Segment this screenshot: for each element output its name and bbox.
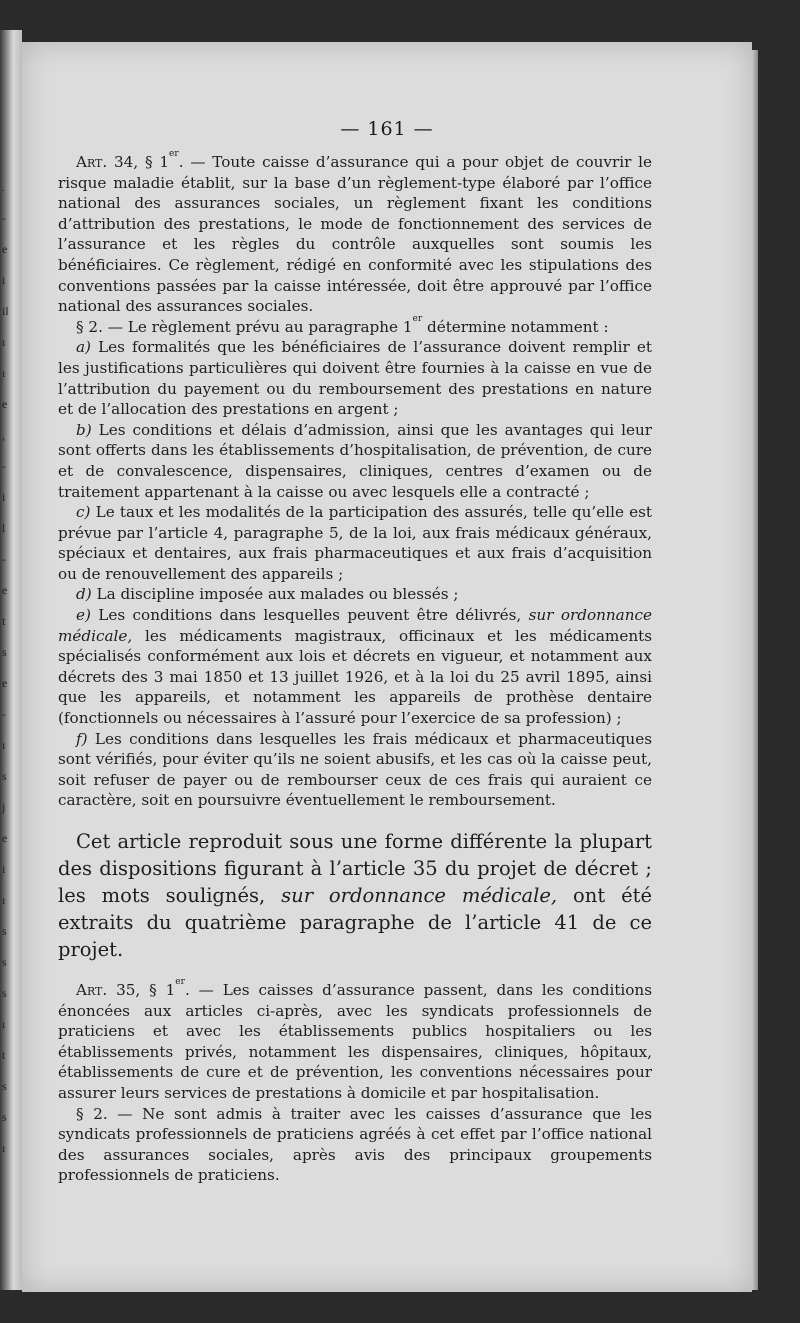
margin-letter: s xyxy=(2,955,7,969)
margin-letter: l xyxy=(2,521,6,535)
art35-p2-text: § 2. — Ne sont admis à traiter avec les caisses d’assurance que les syndicats professionnels de praticiens agréés à cet effet par l’office national des assurances sociales, après avis des principaux groupements professionnels de praticiens. xyxy=(58,1104,652,1185)
art34-p2-end: détermine notamment : xyxy=(422,317,609,336)
art35-heading-sup: er xyxy=(175,977,185,987)
item-letter: a) xyxy=(76,338,91,357)
margin-letter: i xyxy=(2,862,6,876)
margin-letter: - xyxy=(2,552,6,566)
art34-item-d xyxy=(58,584,652,605)
margin-letter: il xyxy=(2,304,9,318)
margin-letter: e xyxy=(2,831,8,845)
item-text: Le taux et les modalités de la participation des assurés, telle qu’elle est prévue par l’article 4, paragraphe 5, de la loi, aux frais médicaux généraux, spéciaux et dentaires, aux frais pharmaceutiques et aux frais d’acquisition ou de renouvellement des appareils ; xyxy=(58,503,652,583)
adjacent-page-edge xyxy=(0,30,22,1290)
commentary-text: Cet article reproduit sous une forme différente la plupart des dispositions figurant à l’article 35 du projet de décret ; les mots soulignés, xyxy=(58,830,652,907)
margin-letter: - xyxy=(2,707,6,721)
margin-letter: s xyxy=(2,986,7,1000)
item-letter: b) xyxy=(76,420,92,439)
item-text: Les conditions dans lesquelles les frais médicaux et pharmaceutiques sont vérifiés, pour éviter qu’ils ne soient abusifs, et les cas où la caisse peut, soit refuser de payer ou de rembourser ceux de ces frais qui auraient ce caractère, soit en poursuivre éventuellement le remboursement. xyxy=(58,729,652,810)
page-body xyxy=(58,149,652,1186)
art35-heading: Art. 35, § 1 xyxy=(76,981,176,999)
margin-letter: ı xyxy=(2,335,6,349)
art34-heading-sup: er xyxy=(169,149,179,159)
margin-letter: s xyxy=(2,1079,7,1093)
page-number: — 161 — xyxy=(340,118,434,140)
item-letter: d) xyxy=(76,585,92,604)
art34-item-c xyxy=(58,502,652,584)
margin-letter: s xyxy=(2,769,7,783)
art34-para2 xyxy=(58,313,652,338)
art35-para1 xyxy=(58,977,652,1104)
art34-item-e xyxy=(58,605,652,729)
art34-item-f xyxy=(58,729,652,811)
page-edge-shadow xyxy=(752,50,758,1290)
item-letter: f) xyxy=(76,729,88,748)
margin-letter: e xyxy=(2,242,8,256)
margin-letter: i xyxy=(2,273,6,287)
art34-p2-sup: er xyxy=(412,313,423,324)
scanned-page xyxy=(22,42,752,1292)
item-text: La discipline imposée aux malades ou blessés ; xyxy=(91,585,459,604)
item-letter: e) xyxy=(76,606,91,625)
item-text-end: les médicaments magistraux, officinaux et les médicaments spécialisés conformément aux lois et décrets en vigueur, et notamment aux décrets des 3 mai 1850 et 13 juillet 1926, et à la loi du 25 avril 1895, ainsi que les appareils, et notamment les appareils de prothèse dentaire (fonctionnels ou nécessaires à l’assuré pour l’exercice de sa profession) ; xyxy=(58,626,652,728)
art35-body: . — Les caisses d’assurance passent, dans les conditions énoncées aux articles ci-après, avec les syndicats professionnels de praticiens et avec les établissements publics hospitaliers ou les établissements privés, notamment les dispensaires, cliniques, hôpitaux, établissements de cure et de prévention, les conventions nécessaires pour assurer leurs services de prestations à domicile et par hospitalisation. xyxy=(58,981,652,1102)
art34-item-a xyxy=(58,337,652,419)
margin-letter: t xyxy=(2,1048,6,1062)
margin-letter: ı xyxy=(2,1141,6,1155)
margin-letter: ı xyxy=(2,738,6,752)
margin-letter: i xyxy=(2,490,6,504)
margin-letter: . xyxy=(2,180,5,194)
art34-item-b xyxy=(58,420,652,502)
margin-letter: s xyxy=(2,1110,7,1124)
art34-para1 xyxy=(58,149,652,317)
item-text: Les formalités que les bénéficiaires de l’assurance doivent remplir et les justifications particulières qui doivent être fournies à la caisse en vue de l’attribution du payement ou du remboursement des prestations en nature et de l’allocation des prestations en argent ; xyxy=(58,338,652,419)
margin-letter: - xyxy=(2,211,6,225)
margin-letter: - xyxy=(2,459,6,473)
art34-p2-text: § 2. — Le règlement prévu au paragraphe 1 xyxy=(76,317,413,336)
commentary-text-end: ont été extraits du quatrième paragraphe de l’article 41 de ce projet. xyxy=(58,884,652,961)
margin-letter: e xyxy=(2,583,8,597)
commentary-italic: sur ordonnance médicale, xyxy=(281,884,558,907)
margin-letter: j xyxy=(2,800,6,814)
art34-body: . — Toute caisse d’assurance qui a pour objet de couvrir le risque maladie établit, sur la base d’un règlement-type élaboré par l’office national des assurances sociales, un règlement fixant les conditions d’attribution des prestations, le mode de fonctionnement des services de l’assurance et les règles du contrôle auxquelles sont soumis les bénéficiaires. Ce règlement, rédigé en conformité avec les stipulations des conventions passées par la caisse intéressée, doit être approuvé par l’office national des assurances sociales. xyxy=(58,153,652,316)
commentary-paragraph xyxy=(58,828,652,963)
item-italic-text: sur ordonnance médicale, xyxy=(58,606,652,645)
margin-letter: s xyxy=(2,645,7,659)
margin-letter: , xyxy=(2,428,5,442)
margin-letter: ı xyxy=(2,366,6,380)
item-text: Les conditions dans lesquelles peuvent être délivrés, xyxy=(90,606,529,625)
margin-letter: s xyxy=(2,924,7,938)
art34-heading: Art. 34, § 1 xyxy=(76,153,170,171)
item-text: Les conditions et délais d’admission, ainsi que les avantages qui leur sont offerts dans les établissements d’hospitalisation, de prévention, de cure et de convalescence, dispensaires, cliniques, centres d’examen ou de traitement appartenant à la caisse ou avec lesquels elle a contracté ; xyxy=(58,420,652,501)
margin-letter: e xyxy=(2,397,8,411)
margin-letter: t xyxy=(2,614,6,628)
art35-para2 xyxy=(58,1104,652,1186)
margin-letter: ı xyxy=(2,1017,6,1031)
item-letter: c) xyxy=(76,503,91,522)
margin-letter: ı xyxy=(2,893,6,907)
margin-letter: e xyxy=(2,676,8,690)
